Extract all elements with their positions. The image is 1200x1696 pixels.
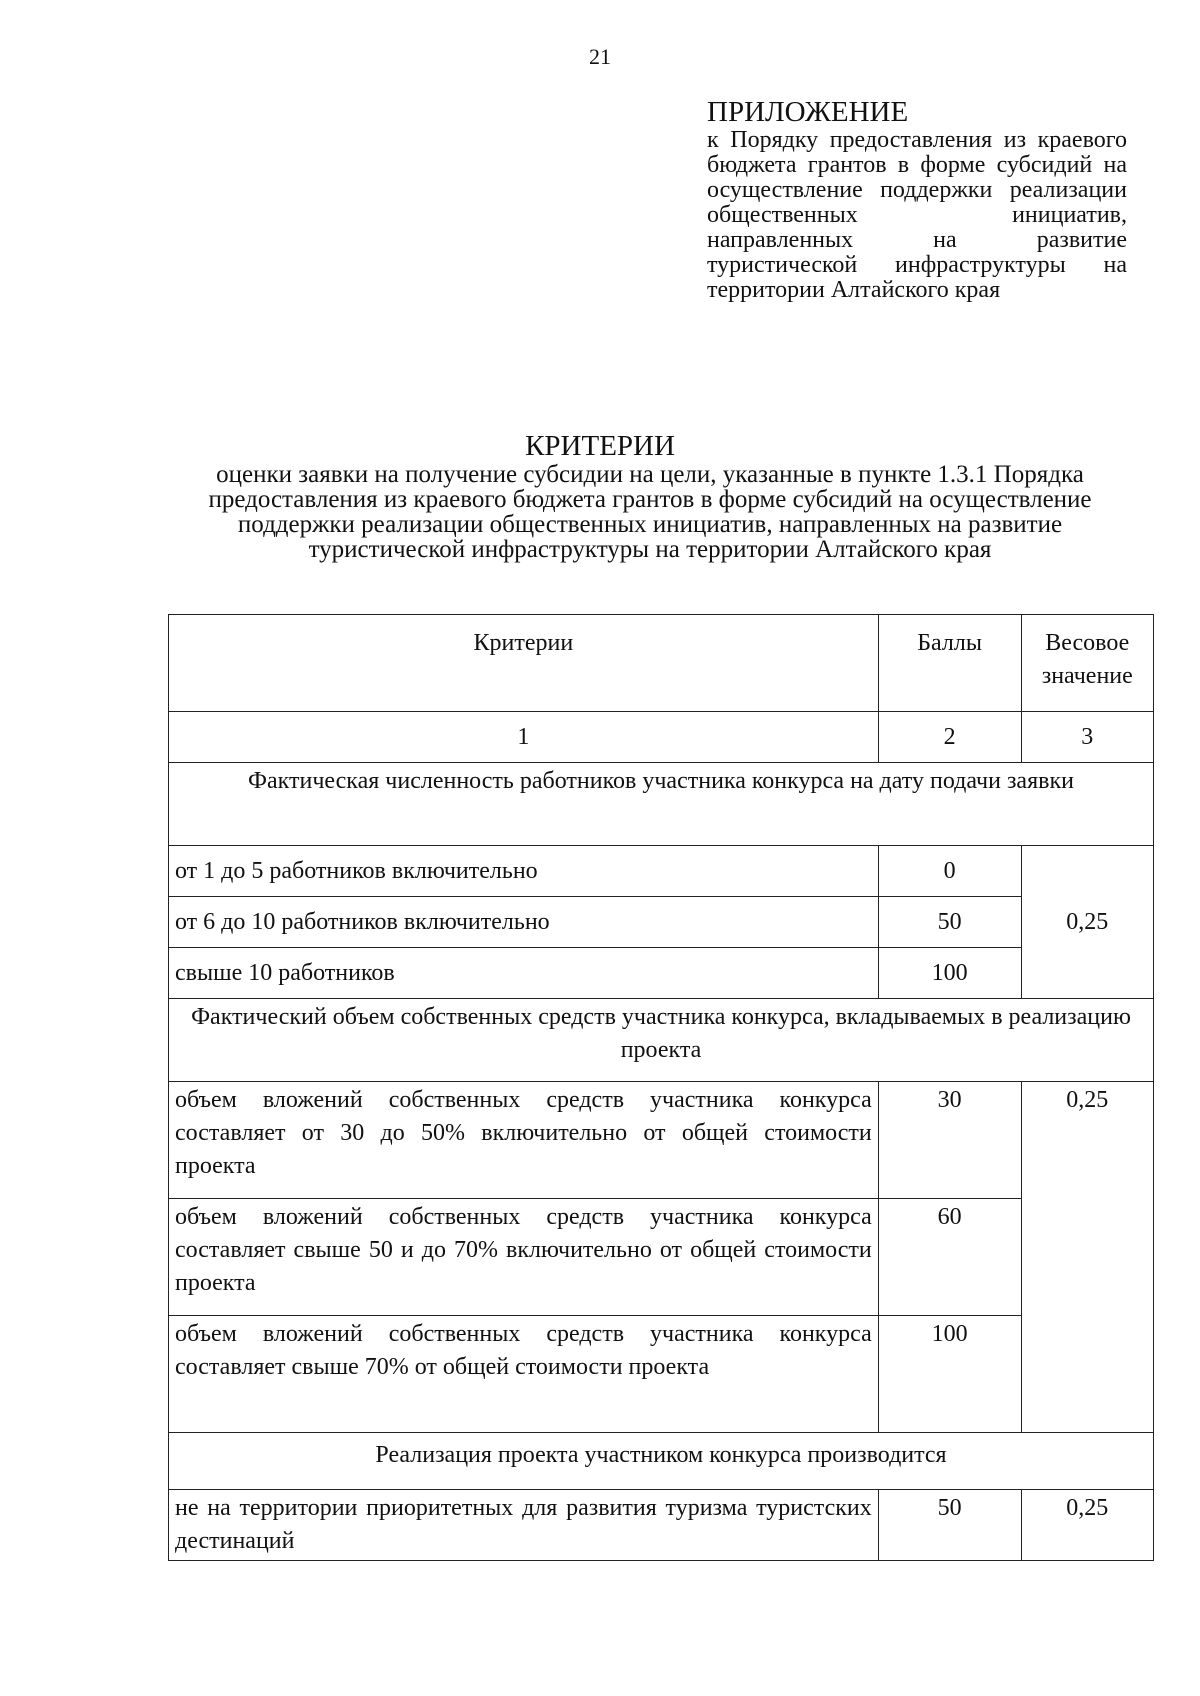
header-criteria: Критерии: [169, 615, 879, 712]
page-number: 21: [589, 44, 611, 69]
table-row: [169, 846, 1154, 897]
points-cell: 60: [878, 1199, 1021, 1316]
points-cell: 50: [878, 897, 1021, 948]
criteria-table: [168, 614, 1154, 1561]
column-number-1: 1: [169, 712, 879, 763]
section-row: [169, 763, 1154, 846]
column-number-2: 2: [878, 712, 1021, 763]
column-number-3: 3: [1021, 712, 1153, 763]
appendix-title: ПРИЛОЖЕНИЕ: [707, 96, 909, 128]
weight-cell: 0,25: [1021, 1490, 1153, 1561]
weight-cell: 0,25: [1021, 1082, 1153, 1433]
section-row: [169, 999, 1154, 1082]
points-cell: 30: [878, 1082, 1021, 1199]
points-cell: 100: [878, 1316, 1021, 1433]
table-row: [169, 1316, 1154, 1433]
criterion-cell: объем вложений собственных средств участника конкурса составляет свыше 50 и до 70% включительно от общей стоимости проекта: [169, 1199, 879, 1316]
criteria-subtitle: оценки заявки на получение субсидии на цели, указанные в пункте 1.3.1 Порядка предоставления из краевого бюджета грантов в форме субсидий на осуществление поддержки реализации общественных инициатив, направленных на развитие туристической инфраструктуры на территории Алтайского края: [208, 461, 1092, 563]
table-row: [169, 1199, 1154, 1316]
table-row: [169, 1490, 1154, 1561]
points-cell: 50: [878, 1490, 1021, 1561]
column-number-row: [169, 712, 1154, 763]
section-title-own-funds: Фактический объем собственных средств участника конкурса, вкладываемых в реализацию проекта: [169, 999, 1154, 1082]
header-weight: Весовое значение: [1021, 615, 1153, 712]
table-row: [169, 897, 1154, 948]
appendix-block: [707, 96, 1127, 303]
appendix-body: к Порядку предоставления из краевого бюджета грантов в форме субсидий на осуществление поддержки реализации общественных инициатив, направленных на развитие туристической инфраструктуры на территории Алтайского края: [707, 127, 1127, 303]
points-cell: 0: [878, 846, 1021, 897]
header-points: Баллы: [878, 615, 1021, 712]
table-row: [169, 948, 1154, 999]
section-row: [169, 1433, 1154, 1490]
criterion-cell: от 1 до 5 работников включительно: [169, 846, 879, 897]
section-title-staff: Фактическая численность работников участника конкурса на дату подачи заявки: [169, 763, 1154, 846]
criterion-cell: свыше 10 работников: [169, 948, 879, 999]
criterion-cell: от 6 до 10 работников включительно: [169, 897, 879, 948]
criterion-cell: не на территории приоритетных для развития туризма туристских дестинаций: [169, 1490, 879, 1561]
criterion-cell: объем вложений собственных средств участника конкурса составляет свыше 70% от общей стоимости проекта: [169, 1316, 879, 1433]
table-row: [169, 1082, 1154, 1199]
criterion-cell: объем вложений собственных средств участника конкурса составляет от 30 до 50% включительно от общей стоимости проекта: [169, 1082, 879, 1199]
section-title-location: Реализация проекта участником конкурса производится: [169, 1433, 1154, 1490]
table-header-row: [169, 615, 1154, 712]
criteria-title: КРИТЕРИИ: [525, 430, 675, 462]
weight-cell: 0,25: [1021, 846, 1153, 999]
points-cell: 100: [878, 948, 1021, 999]
